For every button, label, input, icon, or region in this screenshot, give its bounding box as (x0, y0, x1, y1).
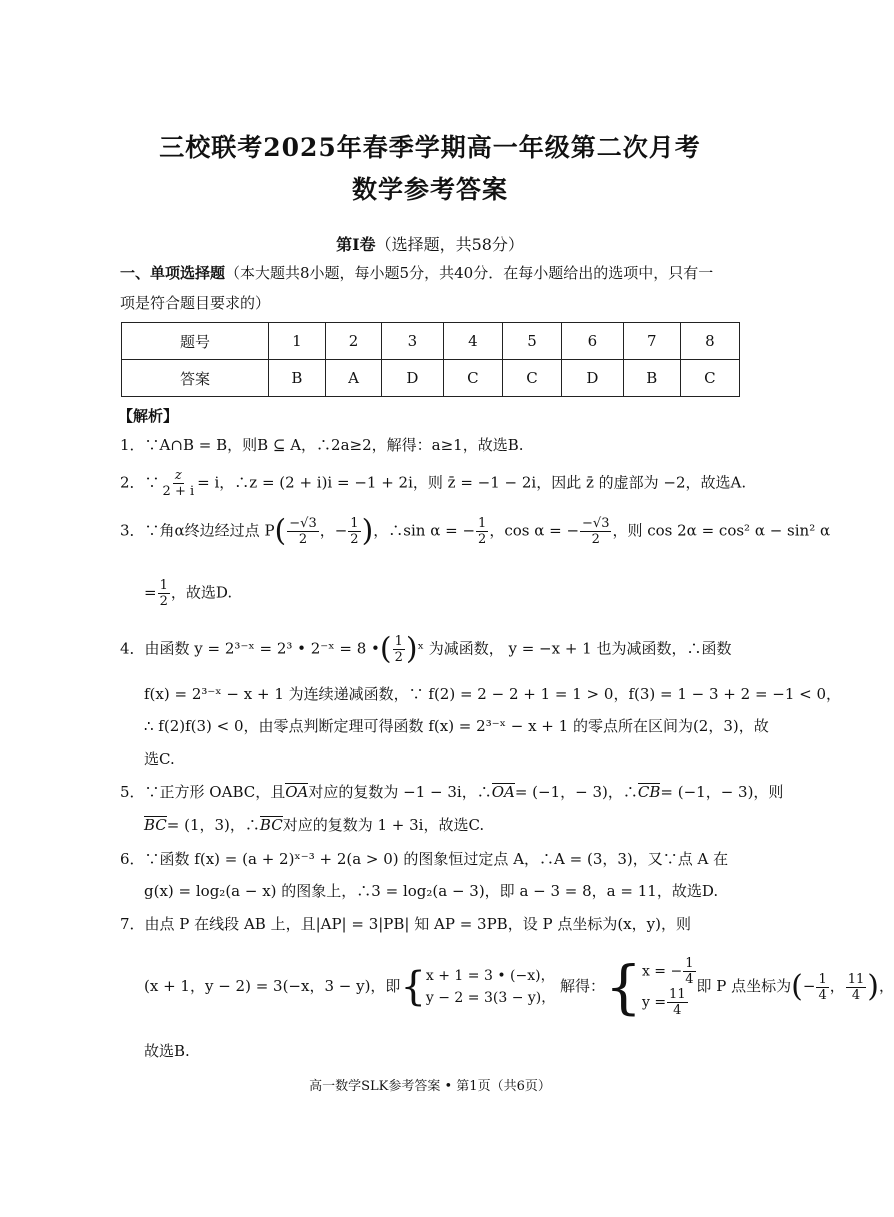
equation-system: x + 1 = 3 • (−x)， y − 2 = 3(3 − y)， (425, 968, 556, 1006)
brace: { (400, 964, 426, 1010)
table-cell: 5 (502, 323, 561, 360)
volume-note: （选择题，共58分） (375, 235, 524, 254)
fraction: $\frac{1}{2}$ (394, 634, 403, 665)
table-cell: B (268, 360, 325, 397)
solution-4-line-1: 4．由函数 y = 2³⁻ˣ = 2³ • 2⁻ˣ = 8 •( $\frac{1}{2}$ )ˣ 为减函数， y = −x + 1 也为减函数，∴函数 (120, 631, 732, 667)
solution-5-line-1: 5．∵正方形 OABC，且OA对应的复数为 −1 − 3i，∴OA= (−1，− 3)，∴CB= (−1，− 3)，则 (120, 783, 784, 801)
paren-open: ( (791, 969, 803, 1004)
row-header: 答案 (122, 360, 269, 397)
answer-table (121, 322, 740, 397)
table-row-numbers (122, 323, 740, 360)
fraction: $\frac{1}{4}$ (818, 971, 827, 1003)
brace: { (605, 953, 642, 1021)
exam-title: 三校联考2025年春季学期高一年级第二次月考 (159, 133, 701, 162)
section-instructions-2: 项是符合题目要求的） (120, 294, 271, 312)
fraction: $\frac{-√3}{2}$ (289, 516, 317, 547)
vector: BC (144, 816, 167, 834)
table-cell: C (680, 360, 739, 397)
answer-title: 数学参考答案 (351, 175, 508, 204)
fraction: $\frac{z}{2 + i}$ (162, 468, 195, 499)
solution-4-line-2: f(x) = 2³⁻ˣ − x + 1 为连续递减函数，∵ f(2) = 2 − 2 + 1 = 1 > 0，f(3) = 1 − 3 + 2 = −1 < 0， (144, 685, 842, 703)
paren-open: ( (274, 513, 287, 549)
fraction: $\frac{1}{4}$ (685, 956, 694, 987)
table-cell: 8 (680, 323, 739, 360)
paren-close: ) (405, 631, 418, 667)
table-cell: D (382, 360, 444, 397)
solution-4-line-3: ∴ f(2)f(3) < 0，由零点判断定理可得函数 f(x) = 2³⁻ˣ − x + 1 的零点所在区间为(2，3)，故 (144, 717, 769, 735)
analysis-heading: 【解析】 (118, 407, 179, 425)
table-cell: C (443, 360, 502, 397)
solution-3-line-2: = $\frac{1}{2}$ ，故选D. (144, 578, 233, 609)
table-cell: 6 (562, 323, 624, 360)
table-cell: 2 (325, 323, 381, 360)
table-row-answers (122, 360, 740, 397)
section-instructions: （本大题共8小题，每小题5分，共40分．在每小题给出的选项中，只有一 (225, 264, 714, 282)
solution-3-line-1: 3．∵角α终边经过点 P( $\frac{-√3}{2}$ ，− $\frac{1}{2}$ )，∴sin α = − $\frac{1}{2}$ ，cos α = − $\frac{-√3}{2}$ ，则 cos 2α = cos² α − sin² α (120, 513, 831, 549)
solution-7-line-1: 7．由点 P 在线段 AB 上，且|AP| = 3|PB| 知 AP = 3PB，设 P 点坐标为(x，y)，则 (120, 915, 691, 933)
row-header: 题号 (122, 323, 269, 360)
paren-close: ) (361, 513, 374, 549)
volume-heading (0, 232, 860, 255)
table-cell: 4 (443, 323, 502, 360)
fraction: $\frac{-√3}{2}$ (582, 516, 610, 547)
section-title: 一、单项选择题 (120, 264, 226, 282)
solution-1: 1．∵A∩B = B，则B ⊆ A，∴2a≥2，解得：a≥1，故选B. (120, 436, 524, 454)
solution-7-line-2: (x + 1，y − 2) = 3(−x，3 − y)，即{ x + 1 = 3 • (−x)， y − 2 = 3(3 − y)， 解得：{ x = − $\frac{1}{4}$ y = $\frac{11}{4}$ 即 P 点坐标为(− $\frac{1}{4}$ ， $\frac{11}{4}$ )， (144, 953, 894, 1021)
vector: OA (491, 783, 515, 801)
vector: CB (637, 783, 661, 801)
solution-6-line-1: 6．∵函数 f(x) = (a + 2)ˣ⁻³ + 2(a > 0) 的图象恒过定点 A，∴A = (3，3)，又∵点 A 在 (120, 850, 729, 868)
table-cell: B (623, 360, 680, 397)
paren-close: ) (867, 969, 879, 1004)
solution-6-line-2: g(x) = log₂(a − x) 的图象上，∴3 = log₂(a − 3)，即 a − 3 = 8，a = 11，故选D. (144, 882, 719, 900)
solution-2: 2．∵ $\frac{z}{2 + i}$ = i，∴z = (2 + i)i = −1 + 2i，则 z̄ = −1 − 2i，因此 z̄ 的虚部为 −2，故选A. (120, 468, 747, 499)
solution-4-line-4: 选C. (144, 750, 175, 768)
table-cell: 1 (268, 323, 325, 360)
table-cell: 7 (623, 323, 680, 360)
fraction: $\frac{11}{4}$ (669, 987, 686, 1018)
page-footer: 高一数学SLK参考答案 • 第1页（共6页） (309, 1079, 551, 1094)
equation-system: x = − $\frac{1}{4}$ y = $\frac{11}{4}$ (641, 956, 694, 1018)
paren-open: ( (379, 631, 392, 667)
table-cell: C (502, 360, 561, 397)
section-heading (120, 262, 740, 284)
fraction: $\frac{1}{2}$ (478, 516, 487, 547)
solution-5-line-2: BC= (1，3)，∴BC对应的复数为 1 + 3i，故选C. (144, 816, 485, 834)
solution-7-line-3: 故选B. (144, 1042, 190, 1060)
table-cell: A (325, 360, 381, 397)
fraction: $\frac{11}{4}$ (847, 971, 865, 1003)
table-cell: D (562, 360, 624, 397)
volume-label: 第Ⅰ卷 (336, 235, 376, 254)
fraction: $\frac{1}{2}$ (159, 578, 168, 609)
vector: BC (259, 816, 283, 834)
vector: OA (285, 783, 309, 801)
fraction: $\frac{1}{2}$ (350, 516, 359, 547)
table-cell: 3 (382, 323, 444, 360)
